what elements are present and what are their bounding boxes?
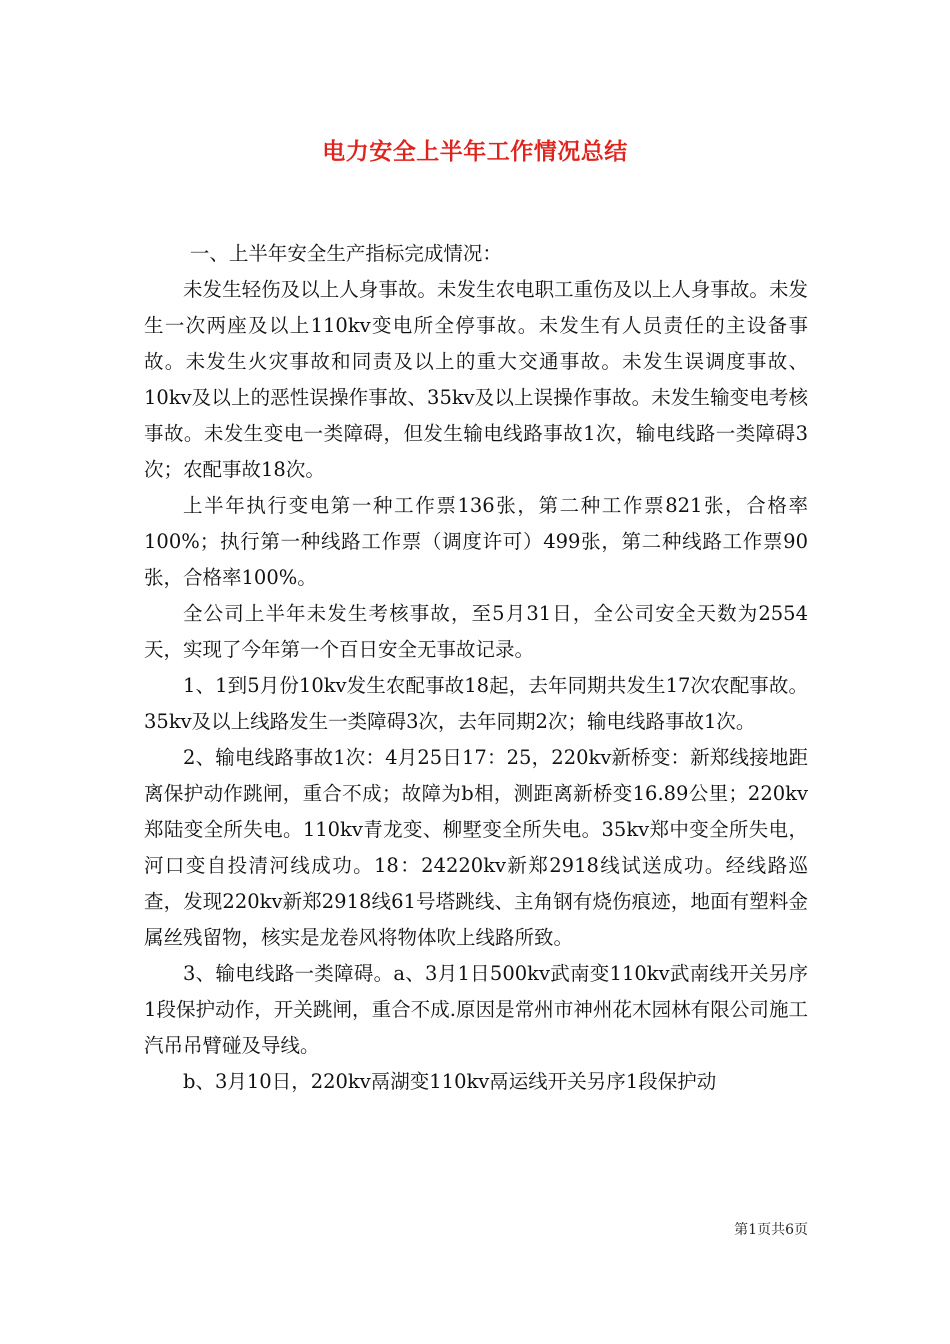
paragraph-item-3b: b、3月10日，220kv鬲湖变110kv鬲运线开关另序1段保护动 bbox=[183, 1070, 717, 1093]
paragraph-indicators: 未发生轻伤及以上人身事故。未发生农电职工重伤及以上人身事故。未发生一次两座及以上110kv变电所全停事故。未发生有人员责任的主设备事故。未发生火灾事故和同责及以上的重大交通事故。未发生误调度事故、10kv及以上的恶性误操作事故、35kv及以上误操作事故。未发生输变电考核事故。未发生变电一类障碍，但发生输电线路事故1次，输电线路一类障碍3次；农配事故18次。 bbox=[144, 278, 808, 481]
page-number: 第1页共6页 bbox=[734, 1222, 808, 1238]
paragraph-item-2: 2、输电线路事故1次：4月25日17：25，220kv新桥变：新郑线接地距离保护动作跳闸，重合不成；故障为b相，测距离新桥变16.89公里；220kv郑陆变全所失电。110kv青龙变、柳墅变全所失电。35kv郑中变全所失电，河口变自投清河线成功。18：24220kv新郑2918线试送成功。经线路巡查，发现220kv新郑2918线61号塔跳线、主角钢有烧伤痕迹，地面有塑料金属丝残留物，核实是龙卷风将物体吹上线路所致。 bbox=[144, 746, 808, 949]
paragraph-item-1: 1、1到5月份10kv发生农配事故18起，去年同期共发生17次农配事故。35kv及以上线路发生一类障碍3次，去年同期2次；输电线路事故1次。 bbox=[144, 674, 808, 733]
paragraph-work-tickets: 上半年执行变电第一种工作票136张，第二种工作票821张，合格率100%；执行第一种线路工作票（调度许可）499张，第二种线路工作票90张，合格率100%。 bbox=[144, 494, 808, 589]
paragraph-safety-days: 全公司上半年未发生考核事故，至5月31日，全公司安全天数为2554天，实现了今年第一个百日安全无事故记录。 bbox=[144, 602, 808, 661]
paragraph-item-3: 3、输电线路一类障碍。a、3月1日500kv武南变110kv武南线开关另序1段保护动作，开关跳闸，重合不成.原因是常州市神州花木园林有限公司施工汽吊吊臂碰及导线。 bbox=[144, 962, 808, 1057]
document-body bbox=[144, 236, 808, 1100]
document-title: 电力安全上半年工作情况总结 bbox=[322, 138, 628, 165]
section-heading: 一、上半年安全生产指标完成情况： bbox=[189, 242, 502, 265]
